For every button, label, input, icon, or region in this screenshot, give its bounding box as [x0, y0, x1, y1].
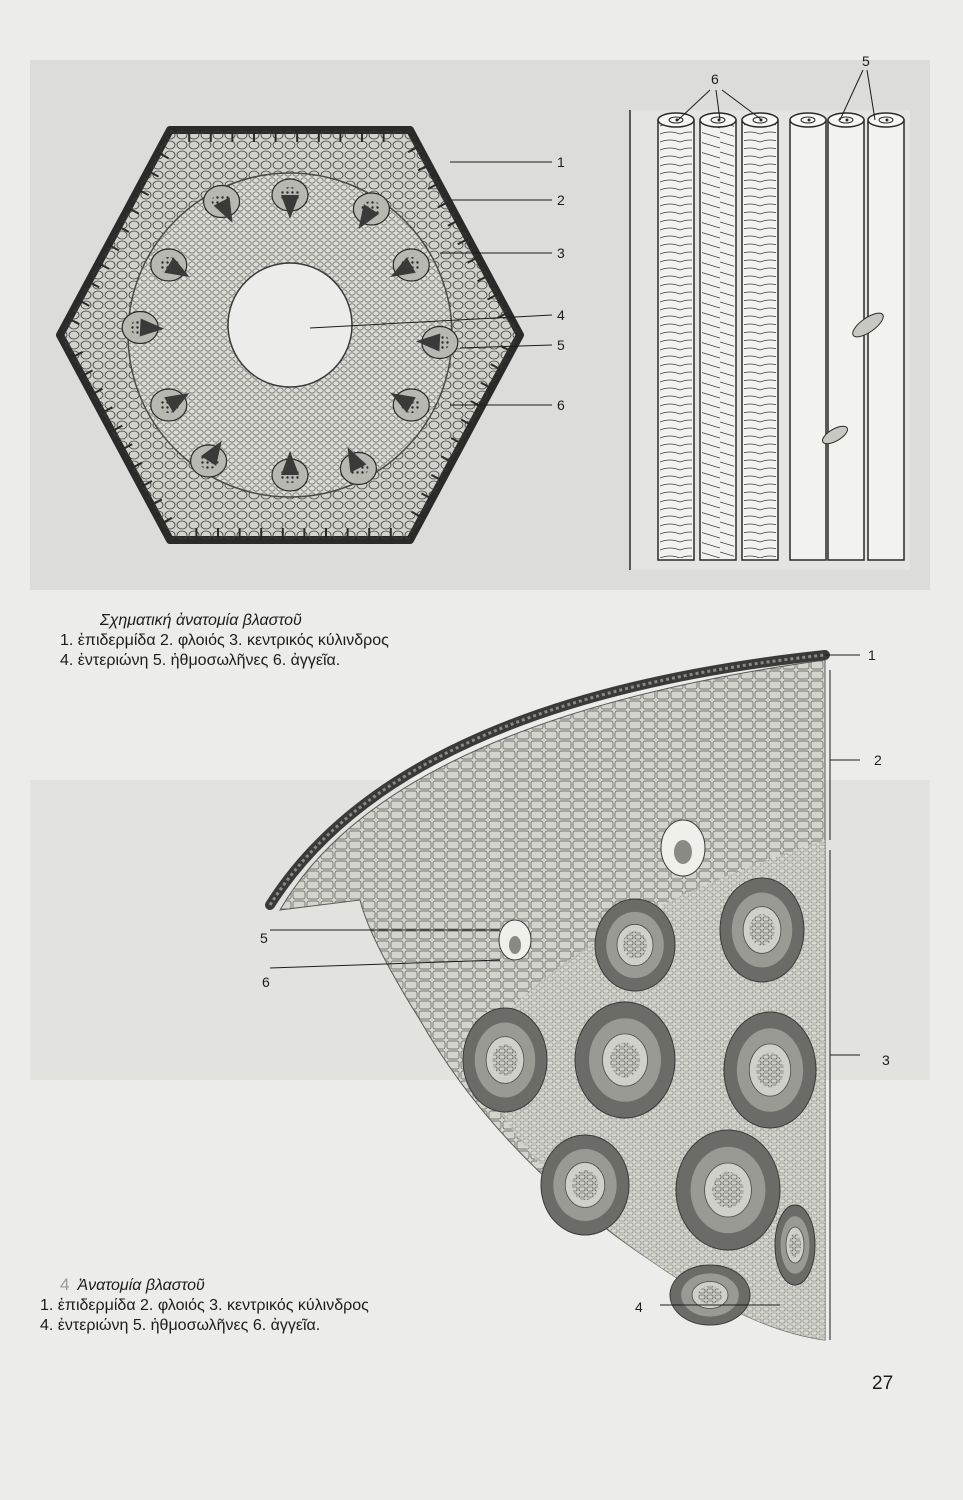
figure-bottom-caption-line-2: 4. ἐντεριώνη 5. ἡθμοσωλῆνες 6. ἀγγεῖα.	[40, 1317, 321, 1334]
stem-cross-section-diagram	[20, 100, 620, 580]
figure-bottom-caption	[40, 1275, 369, 1336]
vessel-tube	[700, 113, 736, 560]
cross-section-label-6: 6	[557, 397, 565, 413]
vascular-bundle	[724, 1012, 816, 1128]
vessel-label-6: 6	[711, 71, 719, 87]
vessel-label-5: 5	[862, 53, 870, 69]
vessel-tube	[742, 113, 778, 560]
cross-section-label-5: 5	[557, 337, 565, 353]
figure-bottom-caption-line-1: 1. ἐπιδερμίδα 2. φλοιός 3. κεντρικός κύλινδρος	[40, 1297, 369, 1314]
cross-section-label-3: 3	[557, 245, 565, 261]
vessel-tube	[658, 113, 694, 560]
vascular-bundle	[575, 1002, 675, 1118]
quarter-label-5: 5	[260, 930, 268, 946]
quarter-label-6: 6	[262, 974, 270, 990]
vascular-bundle	[595, 899, 675, 991]
quarter-label-3: 3	[882, 1052, 890, 1068]
figure-number: 4	[60, 1275, 70, 1294]
vascular-bundle	[775, 1205, 815, 1285]
quarter-label-2: 2	[874, 752, 882, 768]
figure-bottom-caption-title: Ἀνατομία βλαστοῦ	[77, 1277, 205, 1294]
page-number: 27	[872, 1373, 894, 1394]
vascular-bundle	[541, 1135, 629, 1235]
figure-bottom-caption-title-row	[40, 1275, 369, 1296]
cross-section-label-4: 4	[557, 307, 565, 323]
vessel-tube	[868, 113, 904, 560]
quarter-label-4: 4	[635, 1299, 643, 1315]
figure-top-caption-line-1: 1. ἐπιδερμίδα 2. φλοιός 3. κεντρικός κύλινδρος	[60, 632, 389, 649]
cross-section-label-1: 1	[557, 154, 565, 170]
vascular-bundle	[670, 1265, 750, 1325]
quarter-label-1: 1	[868, 647, 876, 663]
vascular-bundle	[720, 878, 804, 982]
vascular-bundle	[463, 1008, 547, 1112]
stem-quarter-section-diagram	[250, 640, 930, 1360]
figure-top-caption-line-2: 4. ἐντεριώνη 5. ἡθμοσωλῆνες 6. ἀγγεῖα.	[60, 652, 341, 669]
figure-top-caption-title: Σχηματική ἀνατομία βλαστοῦ	[100, 612, 302, 629]
vessel-tube	[790, 113, 826, 560]
cross-section-label-2: 2	[557, 192, 565, 208]
pith	[228, 263, 352, 387]
vascular-bundle	[676, 1130, 780, 1250]
longitudinal-vessels-diagram	[620, 50, 920, 580]
